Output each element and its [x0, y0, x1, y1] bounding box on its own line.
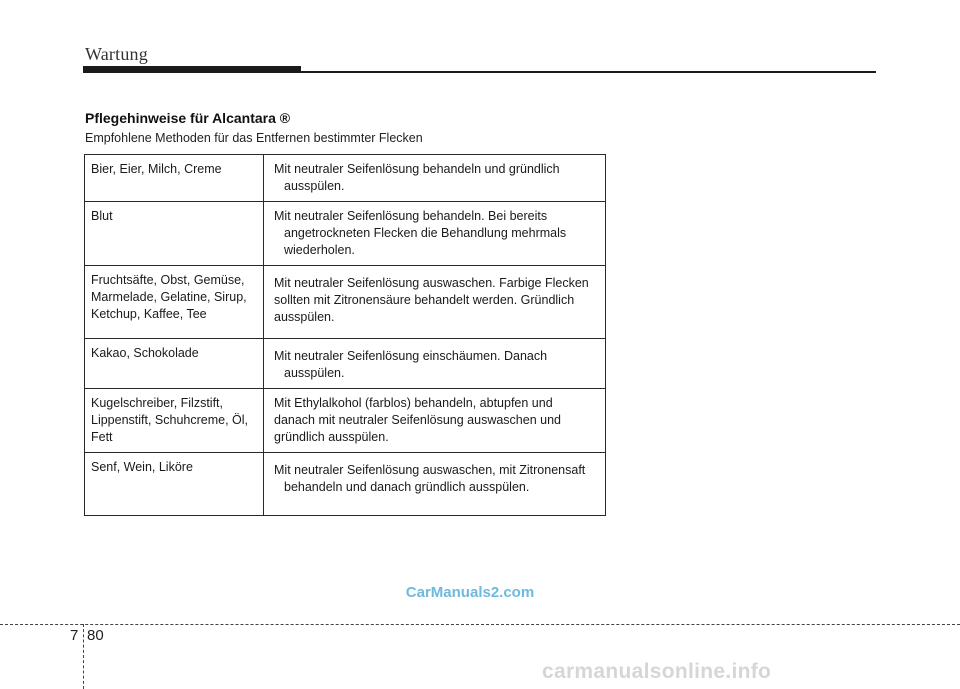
table-row — [85, 202, 606, 266]
footer-dashed-divider — [83, 624, 84, 689]
method-cell — [264, 339, 606, 389]
stain-cell — [85, 155, 264, 202]
stain-cell — [85, 266, 264, 339]
stain-text: Blut — [91, 209, 113, 223]
stain-text: Kugelschreiber, Filzstift, Lippenstift, Schuhcreme, Öl, Fett — [91, 396, 249, 444]
method-text: Mit Ethylalkohol (farblos) behandeln, abtupfen und danach mit neutraler Seifenlösung auswaschen und gründlich ausspülen. — [274, 396, 561, 444]
header-rule — [83, 71, 876, 73]
table-row — [85, 155, 606, 202]
page-number: 80 — [87, 627, 104, 644]
method-text: Mit neutraler Seifenlösung behandeln. Bei bereits angetrockneten Flecken die Behandlung mehrmals wiederholen. — [274, 209, 567, 257]
page-header-title: Wartung — [85, 44, 148, 64]
stain-cell — [85, 453, 264, 516]
method-cell — [264, 202, 606, 266]
method-cell — [264, 389, 606, 453]
table-row — [85, 389, 606, 453]
chapter-number: 7 — [70, 627, 79, 644]
method-cell — [264, 155, 606, 202]
stain-text: Kakao, Schokolade — [91, 346, 199, 360]
stain-cell — [85, 339, 264, 389]
stain-text: Senf, Wein, Liköre — [91, 460, 193, 474]
section-subtitle: Empfohlene Methoden für das Entfernen bestimmter Flecken — [85, 131, 423, 145]
method-text: Mit neutraler Seifenlösung auswaschen. Farbige Flecken sollten mit Zitronensäure behandelt werden. Gründlich ausspülen. — [274, 276, 589, 324]
method-cell — [264, 453, 606, 516]
stain-cell — [85, 389, 264, 453]
stain-removal-table — [84, 154, 606, 516]
method-text: Mit neutraler Seifenlösung einschäumen. Danach ausspülen. — [274, 349, 548, 380]
stain-text: Fruchtsäfte, Obst, Gemüse, Marmelade, Gelatine, Sirup, Ketchup, Kaffee, Tee — [91, 273, 247, 321]
table-row — [85, 453, 606, 516]
footer-dashed-rule — [0, 624, 960, 625]
section-title: Pflegehinweise für Alcantara ® — [85, 110, 291, 126]
table-row — [85, 266, 606, 339]
method-text: Mit neutraler Seifenlösung behandeln und gründlich ausspülen. — [274, 162, 560, 193]
table-row — [85, 339, 606, 389]
method-cell — [264, 266, 606, 339]
stain-text: Bier, Eier, Milch, Creme — [91, 162, 222, 176]
site-watermark: carmanualsonline.info — [542, 660, 772, 683]
stain-cell — [85, 202, 264, 266]
carmanuals-watermark: CarManuals2.com — [405, 584, 535, 601]
method-text: Mit neutraler Seifenlösung auswaschen, mit Zitronensaft behandeln und danach gründlich ausspülen. — [274, 463, 586, 494]
